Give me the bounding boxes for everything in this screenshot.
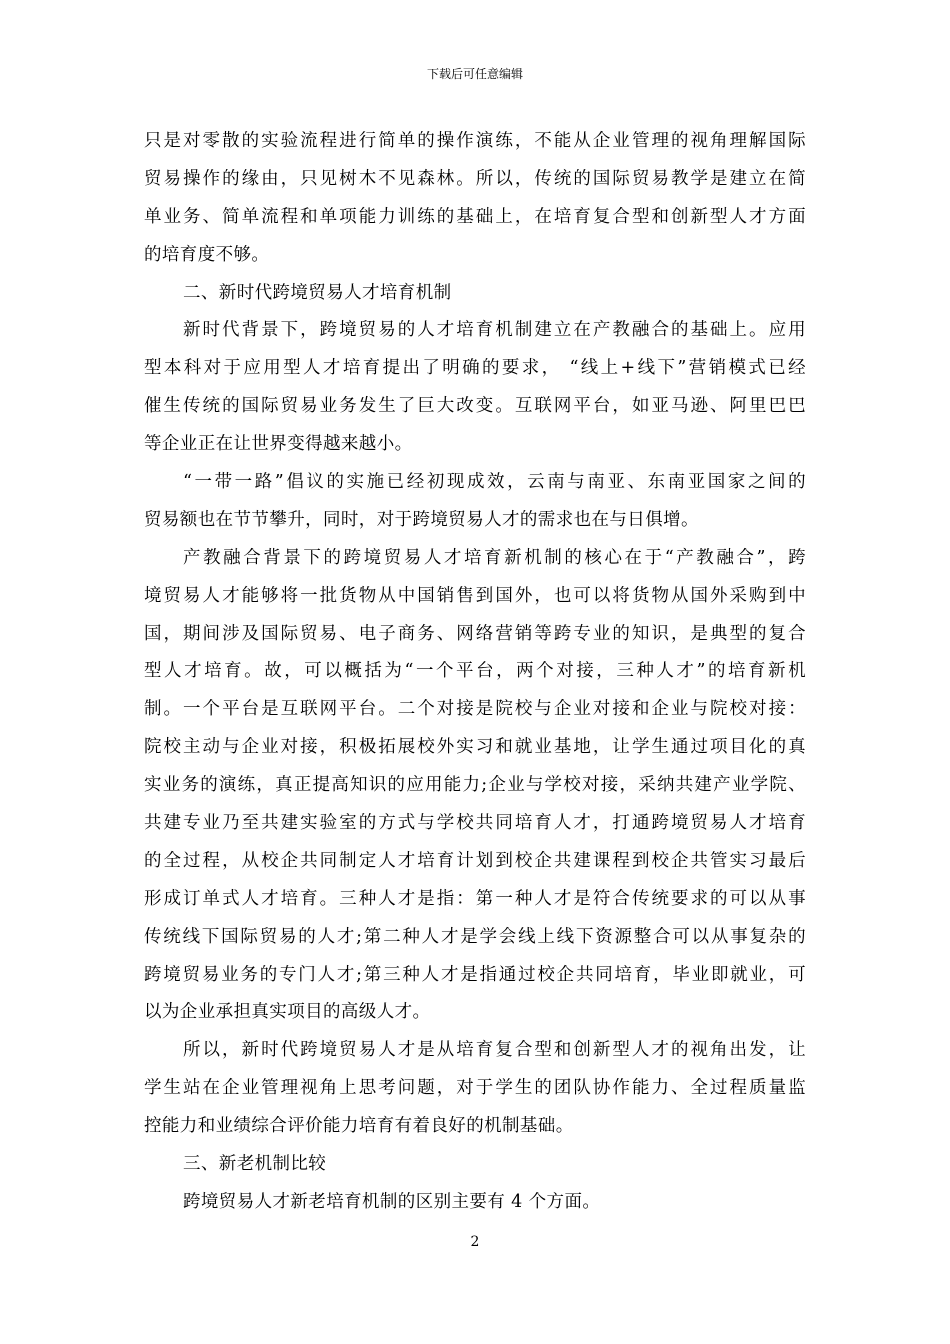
text-line: 只是对零散的实验流程进行简单的操作演练，不能从企业管理的视角理解国际 <box>144 131 806 151</box>
text-line: 三、新老机制比较 <box>183 1154 327 1175</box>
text-line: 共建专业乃至共建实验室的方式与学校共同培育人才，打通跨境贸易人才培育 <box>144 813 806 834</box>
paragraph <box>144 312 806 464</box>
text-line: 型本科对于应用型人才培育提出了明确的要求， “线上+线下”营销模式已经 <box>144 358 806 379</box>
text-line: 催生传统的国际贸易业务发生了巨大改变。互联网平台，如亚马逊、阿里巴巴 <box>144 396 806 417</box>
text-line: 以为企业承担真实项目的高级人才。 <box>144 1002 431 1023</box>
section-heading <box>144 1146 806 1184</box>
paragraph <box>144 540 806 1033</box>
text-line: 的全过程，从校企共同制定人才培育计划到校企共建课程到校企共管实习最后 <box>144 850 806 871</box>
text-line: 的培育度不够。 <box>144 244 270 265</box>
text-line: 实业务的演练，真正提高知识的应用能力;企业与学校对接，采纳共建产业学院、 <box>144 775 806 796</box>
page-header: 下载后可任意编辑 <box>426 67 523 81</box>
paragraph <box>144 464 806 540</box>
text-line: 制。一个平台是互联网平台。二个对接是院校与企业对接和企业与院校对接： <box>144 699 806 720</box>
text-line: 新时代背景下，跨境贸易的人才培育机制建立在产教融合的基础上。应用 <box>183 320 806 341</box>
text-line: 国，期间涉及国际贸易、电子商务、网络营销等跨专业的知识，是典型的复合 <box>144 623 806 644</box>
document-body <box>144 123 806 1222</box>
text-line: 控能力和业绩综合评价能力培育有着良好的机制基础。 <box>144 1116 574 1137</box>
text-line: 跨境贸易业务的专门人才;第三种人才是指通过校企共同培育，毕业即就业，可 <box>144 964 806 985</box>
text-line: 院校主动与企业对接，积极拓展校外实习和就业基地，让学生通过项目化的真 <box>144 737 806 758</box>
paragraph <box>144 1184 806 1222</box>
text-line: 贸易操作的缘由，只见树木不见森林。所以，传统的国际贸易教学是建立在简 <box>144 168 806 189</box>
text-line: 二、新时代跨境贸易人才培育机制 <box>183 282 452 303</box>
text-line: 等企业正在让世界变得越来越小。 <box>144 434 413 455</box>
section-heading <box>144 275 806 313</box>
text-line: 所以，新时代跨境贸易人才是从培育复合型和创新型人才的视角出发，让 <box>183 1040 806 1061</box>
text-line: 形成订单式人才培育。三种人才是指：第一种人才是符合传统要求的可以从事 <box>144 888 806 909</box>
text-line: 型人才培育。故，可以概括为“一个平台，两个对接，三种人才”的培育新机 <box>144 661 806 682</box>
page-number: 2 <box>470 1234 480 1250</box>
text-line: 产教融合背景下的跨境贸易人才培育新机制的核心在于“产教融合”，跨 <box>183 547 806 568</box>
paragraph <box>144 123 806 275</box>
text-line: 单业务、简单流程和单项能力训练的基础上，在培育复合型和创新型人才方面 <box>144 206 806 227</box>
text-line: 学生站在企业管理视角上思考问题，对于学生的团队协作能力、全过程质量监 <box>144 1078 806 1099</box>
text-line: 传统线下国际贸易的人才;第二种人才是学会线上线下资源整合可以从事复杂的 <box>144 926 806 947</box>
text-line: 贸易额也在节节攀升，同时，对于跨境贸易人才的需求也在与日俱增。 <box>144 509 699 530</box>
text-line: 境贸易人才能够将一批货物从中国销售到国外，也可以将货物从国外采购到中 <box>144 585 806 606</box>
paragraph <box>144 1032 806 1146</box>
text-line: “一带一路”倡议的实施已经初现成效，云南与南亚、东南亚国家之间的 <box>183 472 806 493</box>
text-line: 跨境贸易人才新老培育机制的区别主要有 4 个方面。 <box>183 1191 601 1212</box>
